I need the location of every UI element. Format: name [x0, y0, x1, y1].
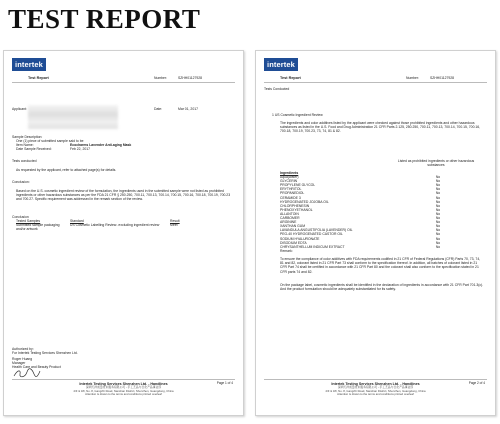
- ingredient-listed: No: [435, 203, 441, 208]
- ingredient-listed: No: [435, 191, 441, 196]
- row-standard: US Cosmetic Labelling Review- excluding ingredient review: [70, 223, 160, 227]
- report-number: SZHH01127928: [178, 76, 203, 80]
- footer-divider: [12, 379, 235, 380]
- ingredient-name: HYDROGENATED JOJOBA OIL: [280, 199, 329, 204]
- tests-conducted-text: As requested by the applicant, refer to attached page(s) for details.: [16, 168, 117, 172]
- ingredient-listed: No: [435, 179, 441, 184]
- row-tested: Submitted sample packaging and/or artwork: [16, 223, 60, 232]
- report-page-1: [3, 50, 244, 416]
- authorized-org: For Intertek Testing Services Shenzhen Ltd.: [12, 351, 78, 355]
- ingredient-name: PROPANEDIOL: [280, 191, 305, 196]
- ingredient-table: [280, 171, 476, 249]
- authorized-label: Authorized by:: [12, 347, 34, 351]
- number-label: Number:: [406, 76, 420, 80]
- applicant-label: Applicant:: [12, 107, 27, 111]
- ingredient-listed: No: [435, 175, 441, 180]
- ingredient-listed: No: [435, 236, 441, 241]
- intertek-logo: intertek: [12, 58, 46, 71]
- report-page-2: [255, 50, 496, 416]
- ingredient-name: Aqua(water): [280, 175, 299, 180]
- footer-address-en: 2/F & 3/F, No. 8, Gangzhi Road, Nanshan District, Shenzhen, Guangdong, China: [325, 388, 426, 393]
- ingredient-listed: No: [435, 220, 441, 225]
- footer-attention: Attention is drawn to the terms and conditions printed overleaf: [85, 392, 162, 397]
- sample-description-label: Sample Description:: [12, 135, 43, 139]
- report-number: SZHH01127928: [430, 76, 455, 80]
- col-listed: Listed as prohibited ingredients or other hazardous substances: [397, 159, 475, 168]
- ingredient-name: GLYCERIN: [280, 179, 298, 184]
- footer-address-en: 2/F & 3/F, No. 8, Gangzhi Road, Nanshan District, Shenzhen, Guangdong, China: [73, 388, 174, 393]
- item-name-label: Item Name:: [16, 143, 34, 147]
- ingredient-name: CHRYSANTHELLUM INDICUM EXTRACT: [280, 244, 345, 249]
- ingredient-listed: No: [435, 211, 441, 216]
- ingredient-name: DISODIUM EDTA: [280, 240, 307, 245]
- ingredient-listed: No: [435, 228, 441, 233]
- date-label: Date:: [154, 107, 163, 111]
- date-value: Mar 01, 2017: [178, 107, 198, 111]
- footer-address-cn: 深圳天祥质量技术服务有限公司 - 手工艺品与日化产品事业部: [337, 385, 414, 390]
- remark-text-1: To ensure the compliance of color additives with FDA requirements codified in 21 CFR of Federal Regulations (CFR) Parts 70, 73, 74, 81 and 82, colorant listed in 21 CFR Part 73 shall conform to the specification thereof. In addition, all batches of colorant listed in 21 CFR Part 74 shall be certified in accordance with 21 CFR Part 80 and the colorant shall also conform to the specification stated in 21 CFR parts 74 and 82.: [280, 257, 481, 274]
- ingredient-listed: No: [435, 232, 441, 237]
- row-result: Meet: [170, 223, 178, 227]
- col-standard: Standard: [70, 219, 84, 223]
- divider: [12, 82, 235, 83]
- ingredient-listed: No: [435, 216, 441, 221]
- signer-dept: Health Care and Beauty Product: [12, 365, 61, 369]
- ingredient-listed: No: [435, 183, 441, 188]
- tests-conducted-label: Tests Conducted: [264, 87, 290, 91]
- ingredient-listed: No: [435, 207, 441, 212]
- ingredient-name: ARGININE: [280, 220, 297, 225]
- sample-line: One (1) piece of submitted sample said to be: [16, 139, 84, 143]
- table-row: [280, 245, 476, 249]
- report-label: Test Report: [28, 76, 49, 80]
- ingredient-listed: No: [435, 199, 441, 204]
- ingredient-name: LAVANDULA ANGUSTIFOLIA (LAVENDER) OIL: [280, 228, 353, 233]
- divider: [264, 82, 487, 83]
- ingredient-name: PEG-40 HYDROGENATED CASTOR OIL: [280, 232, 343, 237]
- remark-label: Remark:: [280, 249, 293, 253]
- signer-name: Roger Huang: [12, 357, 33, 361]
- footer: [4, 382, 243, 397]
- page-number: Page 1 of 4: [216, 381, 233, 385]
- page-number: Page 2 of 4: [468, 381, 485, 385]
- report-label: Test Report: [280, 76, 301, 80]
- tests-conducted-label: Tests conducted: [12, 159, 37, 163]
- date-received-label: Date Sample Received:: [16, 147, 52, 151]
- col-tested-samples: Tested Samples: [16, 219, 41, 223]
- footer-company: Intertek Testing Services Shenzhen Ltd. - Handlines: [79, 382, 168, 386]
- conclusion-text: Based on the U.S. cosmetic ingredient review of the formulation, the ingredients used in the submitted sample were not listed as prohibited ingredients or other hazardous substances as per the FDA 21 CFR § 250.250, 700.11, 700.13, 700.14, 700.15, 700.16, 700.18, 700.19, 700.23 and 700.27. Specific requirement was addressed in the remark section of the review.: [16, 189, 231, 202]
- footer-divider: [264, 379, 487, 380]
- redacted-applicant-address: [28, 105, 118, 129]
- signer-title: Manager: [12, 361, 26, 365]
- number-label: Number:: [154, 76, 168, 80]
- ingredient-name: ERYTHRITOL: [280, 187, 302, 192]
- ingredient-name: SODIUM HYALURONATE: [280, 236, 320, 241]
- footer-company: Intertek Testing Services Shenzhen Ltd. - Handlines: [331, 382, 420, 386]
- ingredient-name: PROPYLENE GLYCOL: [280, 183, 316, 188]
- footer-attention: Attention is drawn to the terms and conditions printed overleaf: [337, 392, 414, 397]
- ingredient-listed: No: [435, 224, 441, 229]
- ingredient-listed: No: [435, 240, 441, 245]
- footer: [256, 382, 495, 397]
- footer-address-cn: 深圳天祥质量技术服务有限公司 - 手工艺品与日化产品事业部: [85, 385, 162, 390]
- intertek-logo: intertek: [264, 58, 298, 71]
- ingredient-listed: No: [435, 195, 441, 200]
- conclusion2-label: Conclusion: [12, 215, 29, 219]
- intro-text: The ingredients and color additives listed by the applicant were checked against those prohibited ingredients and other hazardous substances as listed in the U.S. Food and Drug Administration 21 CFR Parts 2.125, 250.250, 700.11, 700.13, 700.14, 700.15, 700.16, 700.18, 700.19, 700.23, 73, 74, 81 & 82.: [280, 121, 481, 134]
- ingredient-listed: No: [435, 187, 441, 192]
- remark-text-2: On the package label, cosmetic ingredients shall be identified in the declaration of ingredients in accordance with 21 CFR Part 701.3(c). And the product formulation should be adequately substantiated for its safety.: [280, 283, 484, 292]
- ingredient-name: CERAMIDE 3: [280, 195, 301, 200]
- ingredient-name: PHENOXYETHANOL: [280, 207, 313, 212]
- item-name-value: Ecocharms Lavender Anti-aging Mask: [70, 143, 132, 147]
- col-ingredients: Ingredients: [280, 171, 299, 175]
- ingredient-name: ALLANTOIN: [280, 211, 299, 216]
- col-result: Result: [170, 219, 180, 223]
- ingredient-name: XANTHAN GUM: [280, 224, 306, 229]
- date-received-value: Feb 22, 2017: [70, 147, 90, 151]
- section-title: 1 US Cosmetic Ingredient Review: [272, 113, 323, 117]
- ingredient-name: CHLORPHENESIN: [280, 203, 310, 208]
- ingredient-listed: No: [435, 244, 441, 249]
- ingredient-name: CARBOMER: [280, 216, 300, 221]
- conclusion-label: Conclusion:: [12, 180, 30, 184]
- page-title: TEST REPORT: [8, 4, 201, 34]
